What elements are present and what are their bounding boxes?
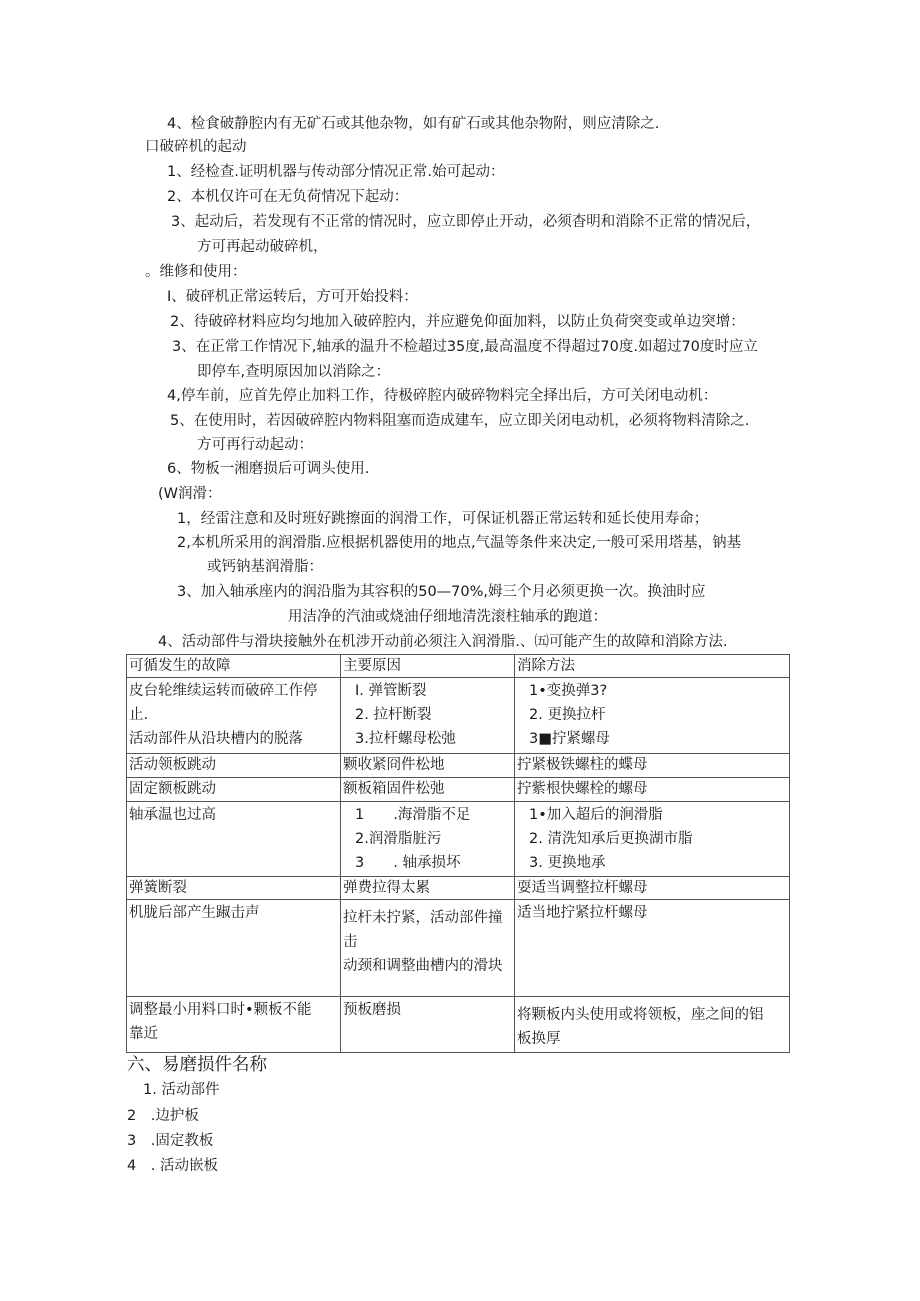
cell-line: 1•变换弹3?	[529, 683, 608, 699]
cell-line: 止.	[129, 707, 149, 723]
section-6-title: 六、易磨损件名称	[127, 1055, 267, 1075]
cell-line: 机胧后部产生踧击声	[129, 905, 260, 921]
table-cell	[127, 900, 341, 997]
paragraph-line: I、破砰机正常运转后，方可开始投料：	[167, 289, 418, 305]
cell-line: 拉杆未拧紧，活动部件撞	[343, 910, 503, 926]
table-cell	[341, 778, 515, 802]
table-cell	[341, 877, 515, 900]
cell-line: 2. 清洗知承后更换湖市脂	[529, 831, 693, 847]
cell-line: 额板箱固件松弛	[343, 781, 445, 797]
table-cell	[127, 877, 341, 900]
cell-line: 2. 更换拉杆	[529, 707, 606, 723]
cell-line: 3. 更换地承	[529, 855, 606, 871]
cell-line: 2.润滑脂脏污	[355, 831, 442, 847]
paragraph-line: 或钙钠基润滑脂：	[207, 559, 323, 575]
paragraph-line: 方可再行动起动：	[197, 437, 313, 453]
cell-line: 预板磨损	[343, 1002, 401, 1018]
cell-line: 将颗板内头使用或将领板，座之间的铝	[517, 1007, 764, 1023]
table-cell	[341, 900, 515, 997]
wear-part-item: 1. 活动部件	[143, 1082, 220, 1098]
paragraph-line: 。维修和使用：	[145, 264, 247, 280]
paragraph-line: 6、物板一湘磨损后可调头使用.	[167, 461, 370, 477]
paragraph-line: 2、待破碎材料应均匀地加入破碎腔内，并应避免仰面加料，以防止负荷突变或单边突增：	[170, 314, 745, 330]
cell-line: 固定额板跳动	[129, 781, 216, 797]
paragraph-line: 3、加入轴承座内的润沿脂为其容积的50—70%,姆三个月必须更换一次。换油时应	[177, 584, 706, 600]
paragraph-line: 3、在正常工作情况下,轴承的温升不检超过35度,最高温度不得超过70度.如超过70度时应立	[172, 339, 758, 355]
cell-line: 活动部件从沿块槽内的脱落	[129, 731, 303, 747]
cell-line: 2. 拉杆断裂	[355, 707, 432, 723]
cell-line: 耍适当调整拉杆螺母	[517, 880, 648, 896]
cell-line: I. 弹管断裂	[355, 683, 427, 699]
cell-line: 拧紧极铁螺柱的蝶母	[517, 757, 648, 773]
paragraph-line: 1，经雷注意和及时班好跳擦面的润滑工作，可保证机器正常运转和延长使用寿命；	[177, 511, 709, 527]
table-cell	[515, 900, 790, 997]
paragraph-line: 5、在使用时，若因破碎腔内物料阻塞而造成建车，应立即关闭电动机，必须将物料清除之.	[170, 413, 750, 429]
paragraph-line: 2、本机仅许可在无负荷情况下起动：	[167, 189, 409, 205]
table-cell	[341, 802, 515, 877]
cell-line: 击	[343, 934, 358, 950]
wear-part-item: 3 .固定教板	[127, 1133, 214, 1149]
paragraph-line: 4,停车前，应首先停止加料工作，待极碎腔内破碎物料完全择出后，方可关闭电动机：	[167, 388, 718, 404]
cell-line: 调整最小用料口时•颗板不能	[129, 1002, 312, 1018]
cell-line: 3■拧紧螺母	[529, 731, 610, 747]
table-cell	[127, 678, 341, 754]
table-cell	[515, 997, 790, 1053]
table-row	[127, 778, 790, 802]
table-cell	[515, 754, 790, 778]
table-cell	[127, 754, 341, 778]
paragraph-line: 口破碎机的起动	[145, 139, 247, 155]
wear-part-item: 4 . 活动嵌板	[127, 1158, 218, 1174]
column-header: 主要原因	[341, 655, 515, 678]
cell-line: 颗收紧冏件松地	[343, 757, 445, 773]
cell-line: 1•加入超后的涧滑脂	[529, 807, 663, 823]
cell-line: 3 . 轴承损坏	[355, 855, 461, 871]
column-header: 可循发生的故障	[127, 655, 341, 678]
table-cell	[341, 997, 515, 1053]
paragraph-line: 4、检食破静腔内有无矿石或其他杂物，如有矿石或其他杂物附，则应清除之.	[167, 116, 660, 132]
cell-line: 动颈和调整曲槽内的滑块	[343, 958, 503, 974]
cell-line: 弹簧断裂	[129, 880, 187, 896]
cell-line: 皮台轮维续运转而破碎工作停	[129, 683, 318, 699]
paragraph-line: 4、活动部件与滑块接触外在机涉开动前必须注入润滑脂.、㈤可能产生的故障和消除方法.	[158, 634, 728, 650]
table-row	[127, 997, 790, 1053]
cell-line: 3.拉杆螺母松弛	[355, 731, 456, 747]
table-cell	[341, 678, 515, 754]
paragraph-line: 即停车,查明原因加以消除之：	[197, 364, 391, 380]
paragraph-line: 3、起动后，若发现有不正常的情况时，应立即停止开动，必须杳明和消除不正常的情况后，	[171, 214, 761, 230]
table-row	[127, 802, 790, 877]
table-cell	[515, 802, 790, 877]
cell-line: 活动领板跳动	[129, 757, 216, 773]
cell-line: 1 .海滑脂不足	[355, 807, 471, 823]
table-cell	[515, 778, 790, 802]
cell-line: 弹费拉得太累	[343, 880, 430, 896]
column-header: 消除方法	[515, 655, 790, 678]
table-row	[127, 900, 790, 997]
table-row	[127, 678, 790, 754]
table-cell	[515, 877, 790, 900]
cell-line: 适当地拧紧拉杆螺母	[517, 905, 648, 921]
paragraph-line: 方可再起动破碎机，	[197, 239, 328, 255]
paragraph-line: (W润滑：	[158, 486, 222, 502]
cell-line: 轴承温也过高	[129, 807, 216, 823]
wear-part-item: 2 .边护板	[127, 1108, 199, 1124]
fault-table	[126, 654, 790, 1053]
cell-line: 拧紫根快螺栓的螺母	[517, 781, 648, 797]
table-cell	[341, 754, 515, 778]
table-cell	[127, 997, 341, 1053]
table-row	[127, 754, 790, 778]
paragraph-line: 用洁净的汽油或烧油仔细地清洗滚柱轴承的跑道：	[288, 609, 607, 625]
cell-line: 板换厚	[517, 1031, 561, 1047]
table-cell	[127, 802, 341, 877]
table-header-row	[127, 655, 790, 678]
cell-line: 靠近	[129, 1026, 158, 1042]
table-cell	[515, 678, 790, 754]
table-cell	[127, 778, 341, 802]
paragraph-line: 1、经检查.证明机器与传动部分情况正常.始可起动：	[167, 164, 505, 180]
table-row	[127, 877, 790, 900]
paragraph-line: 2,本机所采用的润滑脂.应根据机器使用的地点,气温等条件来决定,一般可采用塔基，钠基	[177, 535, 742, 551]
